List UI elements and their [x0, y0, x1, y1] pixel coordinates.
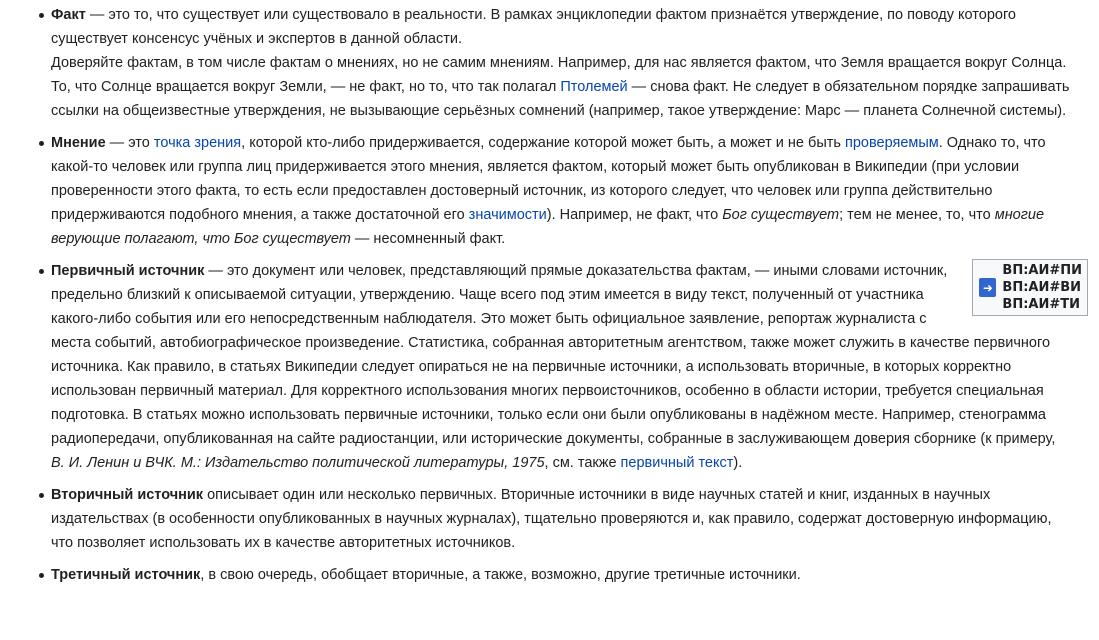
- shortcut-box: [972, 259, 1088, 316]
- text: — это документ или человек, представляющий прямые доказательства фактам, — иными словами источник, предельно близкий к описываемой ситуации, утверждению. Чаще всего под этим имеется в виду текст, полученный от участника какого-либо события или его непосредственным наблюдателя. Это может быть официальное заявление, репортаж журналиста с места событий, автобиографическое произведение. Статистика, собранная авторитетным агентством, также может служить в качестве первичного источника. Как правило, в статьях Википедии следует опираться не на первичные источники, а использовать вторичные, в которых корректно использован первичный материал. Для корректного использования многих первоисточников, особенно в области истории, требуется специальная подготовка. В статьях можно использовать первичные источники, только если они были опубликованы в надёжном месте. Например, стенограмма радиопередачи, опубликованная на сайте радиостанции, или исторические документы, собранные в заслуживающем доверия сборнике (к примеру,: [51, 263, 1056, 447]
- term-tertiary-source: Третичный источник: [51, 567, 201, 583]
- list-item-opinion: [0, 131, 1099, 251]
- text: — снова факт. Не следует в обязательном порядке запрашивать ссылки на общеизвестные утверждения, не вызывающие серьёзных сомнений (например, такое утверждение: Марс — планета Солнечной системы).: [51, 79, 1070, 119]
- text: Доверяйте фактам, в том числе фактам о мнениях, но не самим мнениям. Например, для нас является фактом, что Земля вращается вокруг Солнца. То, что Солнце вращается вокруг Земли, — не факт, но то, что так полагал: [51, 55, 1067, 95]
- text: . Однако то, что какой-то человек или группа лиц придерживается этого мнения, является фактом, который может быть опубликован в Википедии (при условии проверенности этого факта, то есть если предоставлен достоверный источник, из которого следует, что человек или группа действительно придерживаются подобного мнения, а также достаточной его: [51, 135, 1046, 223]
- shortcut-links: [1002, 262, 1082, 313]
- link-primary-text[interactable]: первичный текст: [620, 455, 734, 471]
- term-secondary-source: Вторичный источник: [51, 487, 204, 503]
- text: , которой кто-либо придерживается, содержание которой может быть, а может и не быть: [241, 135, 845, 151]
- italic-text: Бог существует: [722, 207, 840, 223]
- text: ). Например, не факт, что: [546, 207, 723, 223]
- italic-citation: В. И. Ленин и ВЧК. М.: Издательство политической литературы, 1975: [51, 455, 545, 471]
- text: ).: [733, 455, 743, 471]
- link-ptolemy[interactable]: Птолемей: [560, 79, 628, 95]
- text: , см. также: [544, 455, 621, 471]
- list-item-fact: [0, 3, 1099, 123]
- list-item-secondary-source: [0, 483, 1099, 555]
- link-point-of-view[interactable]: точка зрения: [153, 135, 242, 151]
- text: — несомненный факт.: [350, 231, 506, 247]
- text: — это: [105, 135, 154, 151]
- shortcut-link[interactable]: ВП:АИ#ТИ: [1002, 297, 1080, 312]
- shortcut-arrow-icon: ➜: [979, 278, 996, 297]
- link-verifiable[interactable]: проверяемым: [844, 135, 939, 151]
- shortcut-link[interactable]: ВП:АИ#ПИ: [1002, 263, 1082, 278]
- term-fact: Факт: [51, 7, 86, 23]
- shortcut-link[interactable]: ВП:АИ#ВИ: [1002, 280, 1082, 295]
- text: описывает один или несколько первичных. Вторичные источники в виде научных статей и книг, изданных в научных издательствах (в особенности опубликованных в научных журналах), тщательно проверяются и, как правило, содержат достоверную информацию, что позволяет использовать их в качестве авторитетных источников.: [51, 487, 1052, 551]
- term-primary-source: Первичный источник: [51, 263, 205, 279]
- list-item-tertiary-source: [0, 563, 1099, 587]
- link-notability[interactable]: значимости: [468, 207, 547, 223]
- text: — это то, что существует или существовало в реальности. В рамках энциклопедии фактом признаётся утверждение, по поводу которого существует консенсус учёных и экспертов в данной области.: [51, 7, 1016, 47]
- text: , в свою очередь, обобщает вторичные, а также, возможно, другие третичные источники.: [200, 567, 801, 583]
- term-opinion: Мнение: [51, 135, 106, 151]
- text: ; тем не менее, то, что: [839, 207, 995, 223]
- italic-text: многие верующие полагают, что Бог существует: [51, 207, 1045, 247]
- list-item-primary-source: [0, 259, 1099, 475]
